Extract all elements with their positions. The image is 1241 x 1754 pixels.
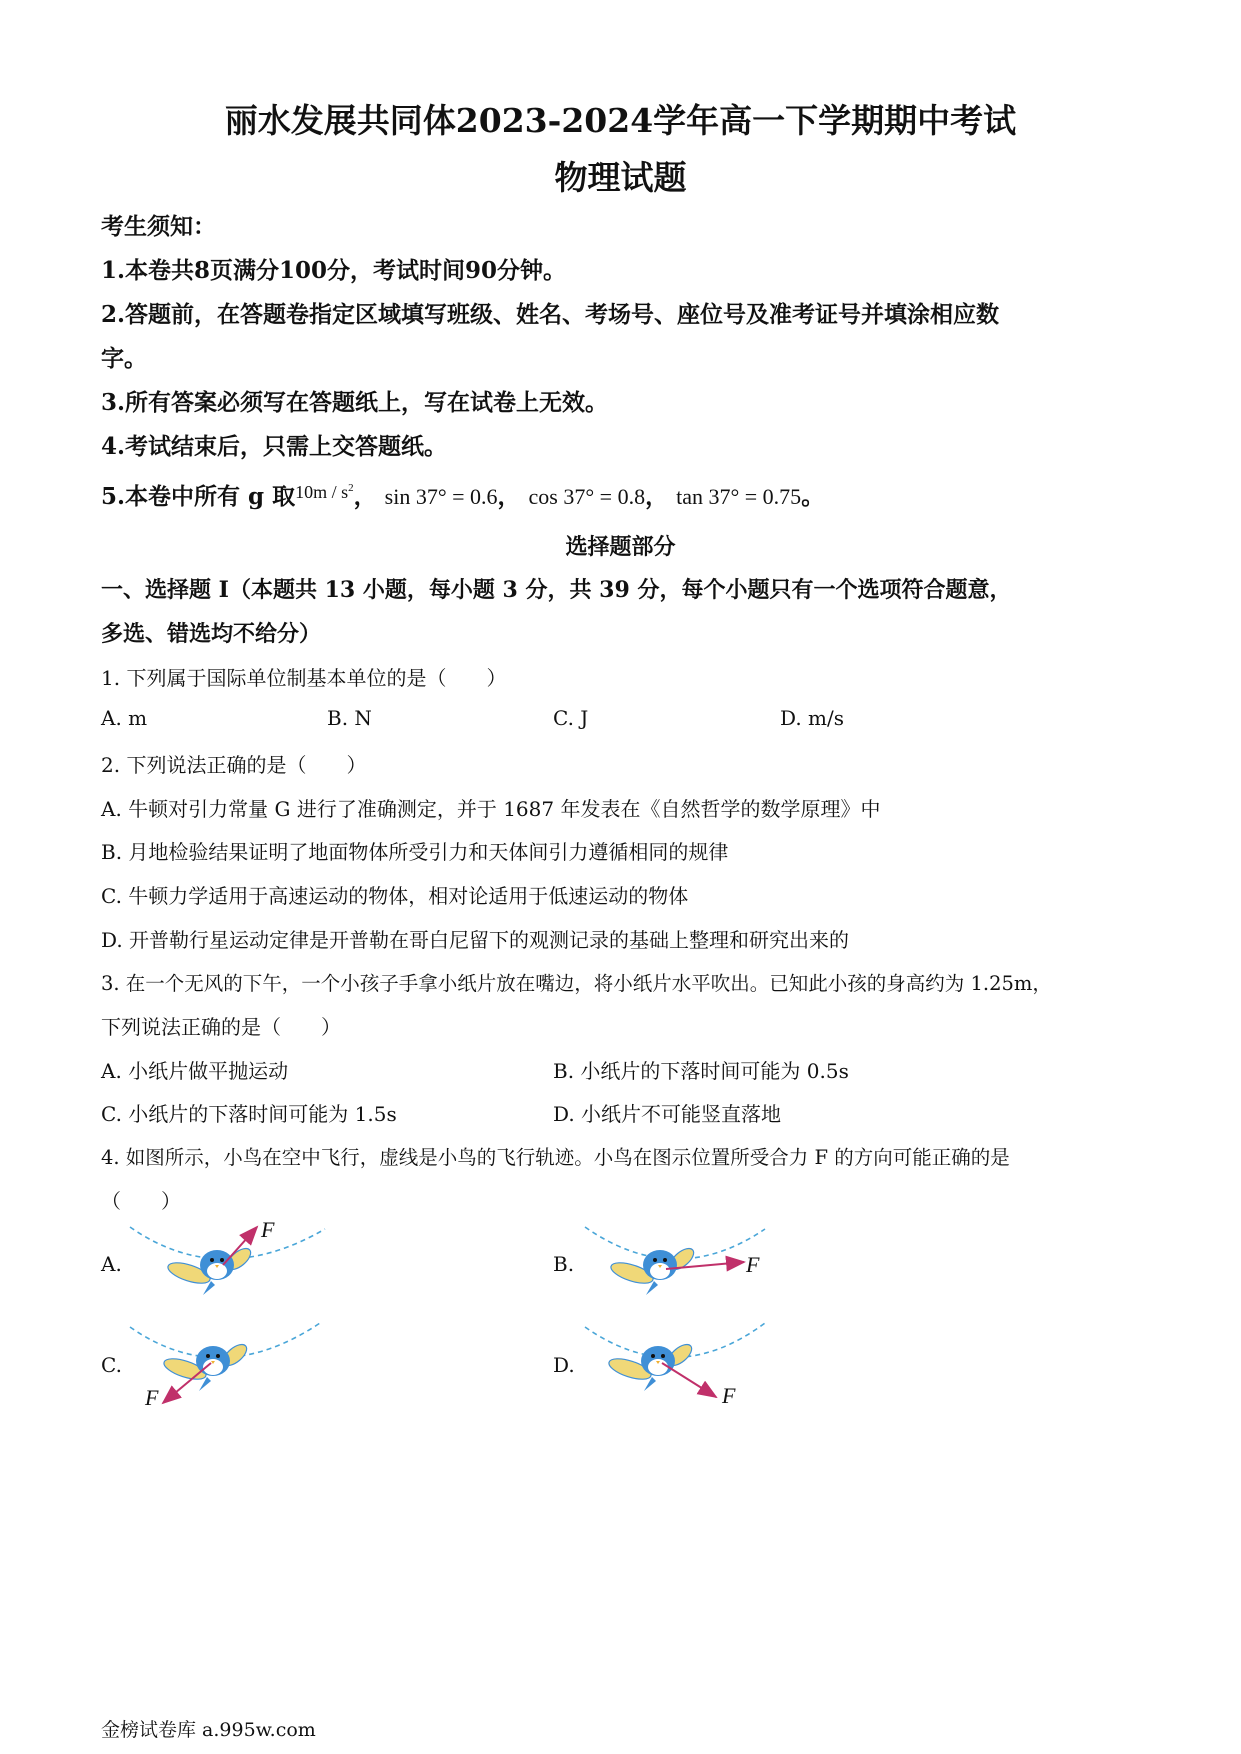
- period: 。: [801, 483, 825, 510]
- bird-icon: [609, 1245, 698, 1295]
- part1-heading-line-1: 一、选择题 I（本题共 13 小题，每小题 3 分，共 39 分，每个小题只有一个选项符合题意，: [101, 577, 1012, 603]
- g-value: [295, 482, 354, 502]
- q3-option-c: C. 小纸片的下落时间可能为 1.5s: [101, 1102, 397, 1126]
- separator: ，: [645, 483, 669, 510]
- q1-option-b: B. N: [327, 706, 372, 730]
- notice-item-2-line-2: 字。: [101, 345, 147, 372]
- notice-item-1: 1.本卷共8页满分100分，考试时间90分钟。: [101, 257, 567, 284]
- cos-value: cos 37° = 0.8: [528, 484, 646, 509]
- q4-figure-c: [125, 1315, 335, 1415]
- force-arrow: [662, 1363, 716, 1397]
- q1-stem: 1. 下列属于国际单位制基本单位的是（ ）: [101, 666, 507, 690]
- q2-option-c: C. 牛顿力学适用于高速运动的物体，相对论适用于低速运动的物体: [101, 884, 689, 908]
- q4-stem-line-2: （ ）: [101, 1189, 181, 1213]
- g-value-text: 10m / s: [295, 482, 349, 502]
- q3-option-b: B. 小纸片的下落时间可能为 0.5s: [553, 1059, 849, 1083]
- force-label: F: [746, 1252, 760, 1277]
- notice-heading: 考生须知：: [101, 213, 216, 240]
- notice-item-5-prefix: 5.本卷中所有 g 取: [101, 483, 296, 510]
- q3-stem-line-1: 3. 在一个无风的下午，一个小孩子手拿小纸片放在嘴边，将小纸片水平吹出。已知此小孩的身高约为 1.25m，: [101, 972, 1052, 995]
- bird-icon: [162, 1341, 251, 1391]
- q1-option-a: A. m: [101, 706, 148, 730]
- q2-option-b: B. 月地检验结果证明了地面物体所受引力和天体间引力遵循相同的规律: [101, 840, 729, 864]
- bird-icon: [607, 1341, 696, 1391]
- section-title: 选择题部分: [565, 534, 676, 560]
- notice-item-3: 3.所有答案必须写在答题纸上，写在试卷上无效。: [101, 389, 609, 416]
- q4-stem-line-1: 4. 如图所示，小鸟在空中飞行，虚线是小鸟的飞行轨迹。小鸟在图示位置所受合力 F 的方向可能正确的是: [101, 1146, 1010, 1169]
- q4-option-b-label: B.: [553, 1252, 575, 1276]
- exam-subtitle: 物理试题: [554, 158, 687, 197]
- q4-option-d-label: D.: [553, 1353, 575, 1377]
- notice-item-4: 4.考试结束后，只需上交答题纸。: [101, 433, 448, 460]
- footer-watermark: 金榜试卷库 a.995w.com: [101, 1719, 316, 1741]
- q2-option-d: D. 开普勒行星运动定律是开普勒在哥白尼留下的观测记录的基础上整理和研究出来的: [101, 928, 850, 952]
- q4-figure-d: [580, 1315, 790, 1415]
- force-label: F: [261, 1217, 275, 1242]
- q3-option-d: D. 小纸片不可能竖直落地: [553, 1102, 782, 1126]
- g-value-exponent: 2: [348, 482, 354, 494]
- notice-item-5: [101, 478, 824, 511]
- q4-figure-b: [580, 1215, 790, 1310]
- exam-title: 丽水发展共同体2023-2024学年高一下学期期中考试: [224, 101, 1017, 140]
- q2-stem: 2. 下列说法正确的是（ ）: [101, 753, 367, 777]
- notice-item-2-line-1: 2.答题前，在答题卷指定区域填写班级、姓名、考场号、座位号及准考证号并填涂相应数: [101, 301, 1000, 328]
- q4-option-c-label: C.: [101, 1353, 122, 1377]
- trajectory-line: [585, 1227, 765, 1259]
- q2-option-a: A. 牛顿对引力常量 G 进行了准确测定，并于 1687 年发表在《自然哲学的数学原理》中: [101, 797, 881, 821]
- q1-option-d: D. m/s: [780, 706, 845, 730]
- q1-option-c: C. J: [553, 706, 589, 730]
- force-label: F: [722, 1383, 736, 1408]
- separator: ，: [353, 483, 377, 510]
- separator: ，: [497, 483, 521, 510]
- tan-value: tan 37° = 0.75: [676, 484, 802, 509]
- q3-stem-line-2: 下列说法正确的是（ ）: [101, 1015, 341, 1039]
- q4-option-a-label: A.: [101, 1252, 122, 1276]
- q4-figure-a: [125, 1215, 335, 1310]
- sin-value: sin 37° = 0.6: [384, 484, 498, 509]
- part1-heading-line-2: 多选、错选均不给分）: [101, 621, 322, 647]
- force-label: F: [145, 1385, 159, 1410]
- q3-option-a: A. 小纸片做平抛运动: [101, 1059, 289, 1083]
